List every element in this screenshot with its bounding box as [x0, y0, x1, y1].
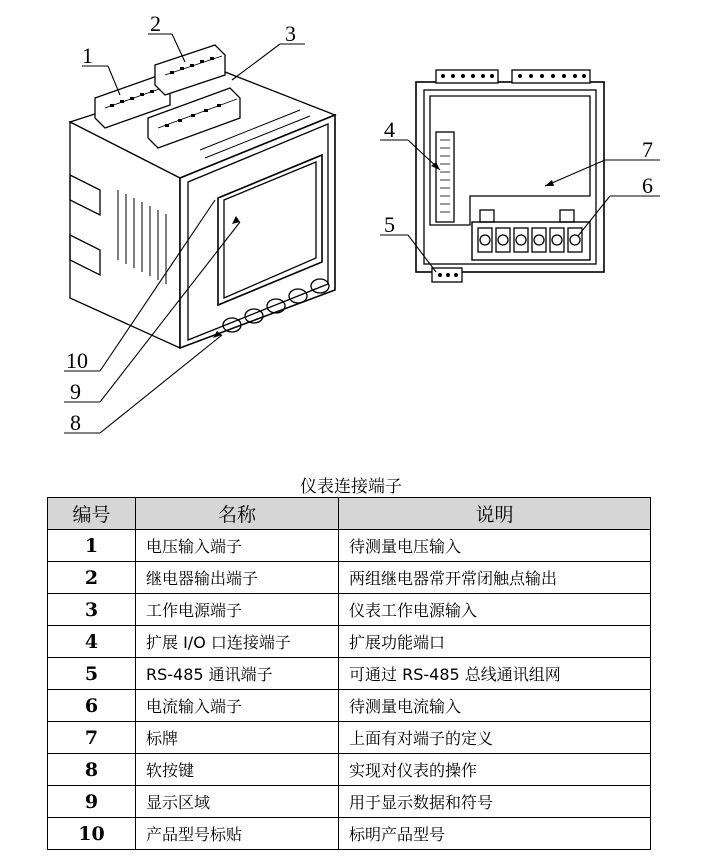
table-row	[48, 818, 651, 850]
row-number: 1	[48, 530, 136, 562]
row-description: 仪表工作电源输入	[339, 594, 651, 626]
row-description: 上面有对端子的定义	[339, 722, 651, 754]
callout-5: 5	[384, 212, 395, 237]
table-row	[48, 530, 651, 562]
row-description: 两组继电器常开常闭触点输出	[339, 562, 651, 594]
row-name: 标牌	[136, 722, 339, 754]
callout-3: 3	[285, 21, 296, 46]
row-name: RS-485 通讯端子	[136, 658, 339, 690]
table-row	[48, 562, 651, 594]
callout-6: 6	[642, 173, 653, 198]
terminal-table	[47, 497, 651, 850]
table-row	[48, 594, 651, 626]
table-row	[48, 754, 651, 786]
callout-8: 8	[70, 410, 81, 435]
header-name: 名称	[136, 498, 339, 530]
row-name: 软按键	[136, 754, 339, 786]
row-name: 工作电源端子	[136, 594, 339, 626]
table-row	[48, 658, 651, 690]
row-name: 产品型号标贴	[136, 818, 339, 850]
row-number: 5	[48, 658, 136, 690]
row-description: 扩展功能端口	[339, 626, 651, 658]
row-number: 2	[48, 562, 136, 594]
row-description: 标明产品型号	[339, 818, 651, 850]
meter-isometric-view	[70, 45, 335, 348]
table-row	[48, 786, 651, 818]
header-description: 说明	[339, 498, 651, 530]
callout-10: 10	[66, 348, 88, 373]
row-name: 电压输入端子	[136, 530, 339, 562]
table-row	[48, 690, 651, 722]
table-row	[48, 626, 651, 658]
row-number: 8	[48, 754, 136, 786]
callout-7: 7	[642, 137, 653, 162]
callout-1: 1	[82, 43, 93, 68]
callout-2: 2	[150, 11, 161, 36]
callout-4: 4	[384, 117, 395, 142]
row-name: 继电器输出端子	[136, 562, 339, 594]
row-number: 6	[48, 690, 136, 722]
table-header-row	[48, 498, 651, 530]
row-description: 可通过 RS-485 总线通讯组网	[339, 658, 651, 690]
row-description: 实现对仪表的操作	[339, 754, 651, 786]
row-number: 4	[48, 626, 136, 658]
row-number: 9	[48, 786, 136, 818]
row-number: 3	[48, 594, 136, 626]
table-row	[48, 722, 651, 754]
meter-rear-view	[416, 70, 604, 282]
row-description: 待测量电压输入	[339, 530, 651, 562]
row-name: 扩展 I/O 口连接端子	[136, 626, 339, 658]
row-name: 显示区域	[136, 786, 339, 818]
row-description: 用于显示数据和符号	[339, 786, 651, 818]
row-name: 电流输入端子	[136, 690, 339, 722]
callout-9: 9	[70, 379, 81, 404]
header-number: 编号	[48, 498, 136, 530]
row-number: 7	[48, 722, 136, 754]
row-number: 10	[48, 818, 136, 850]
row-description: 待测量电流输入	[339, 690, 651, 722]
table-title: 仪表连接端子	[300, 477, 402, 497]
